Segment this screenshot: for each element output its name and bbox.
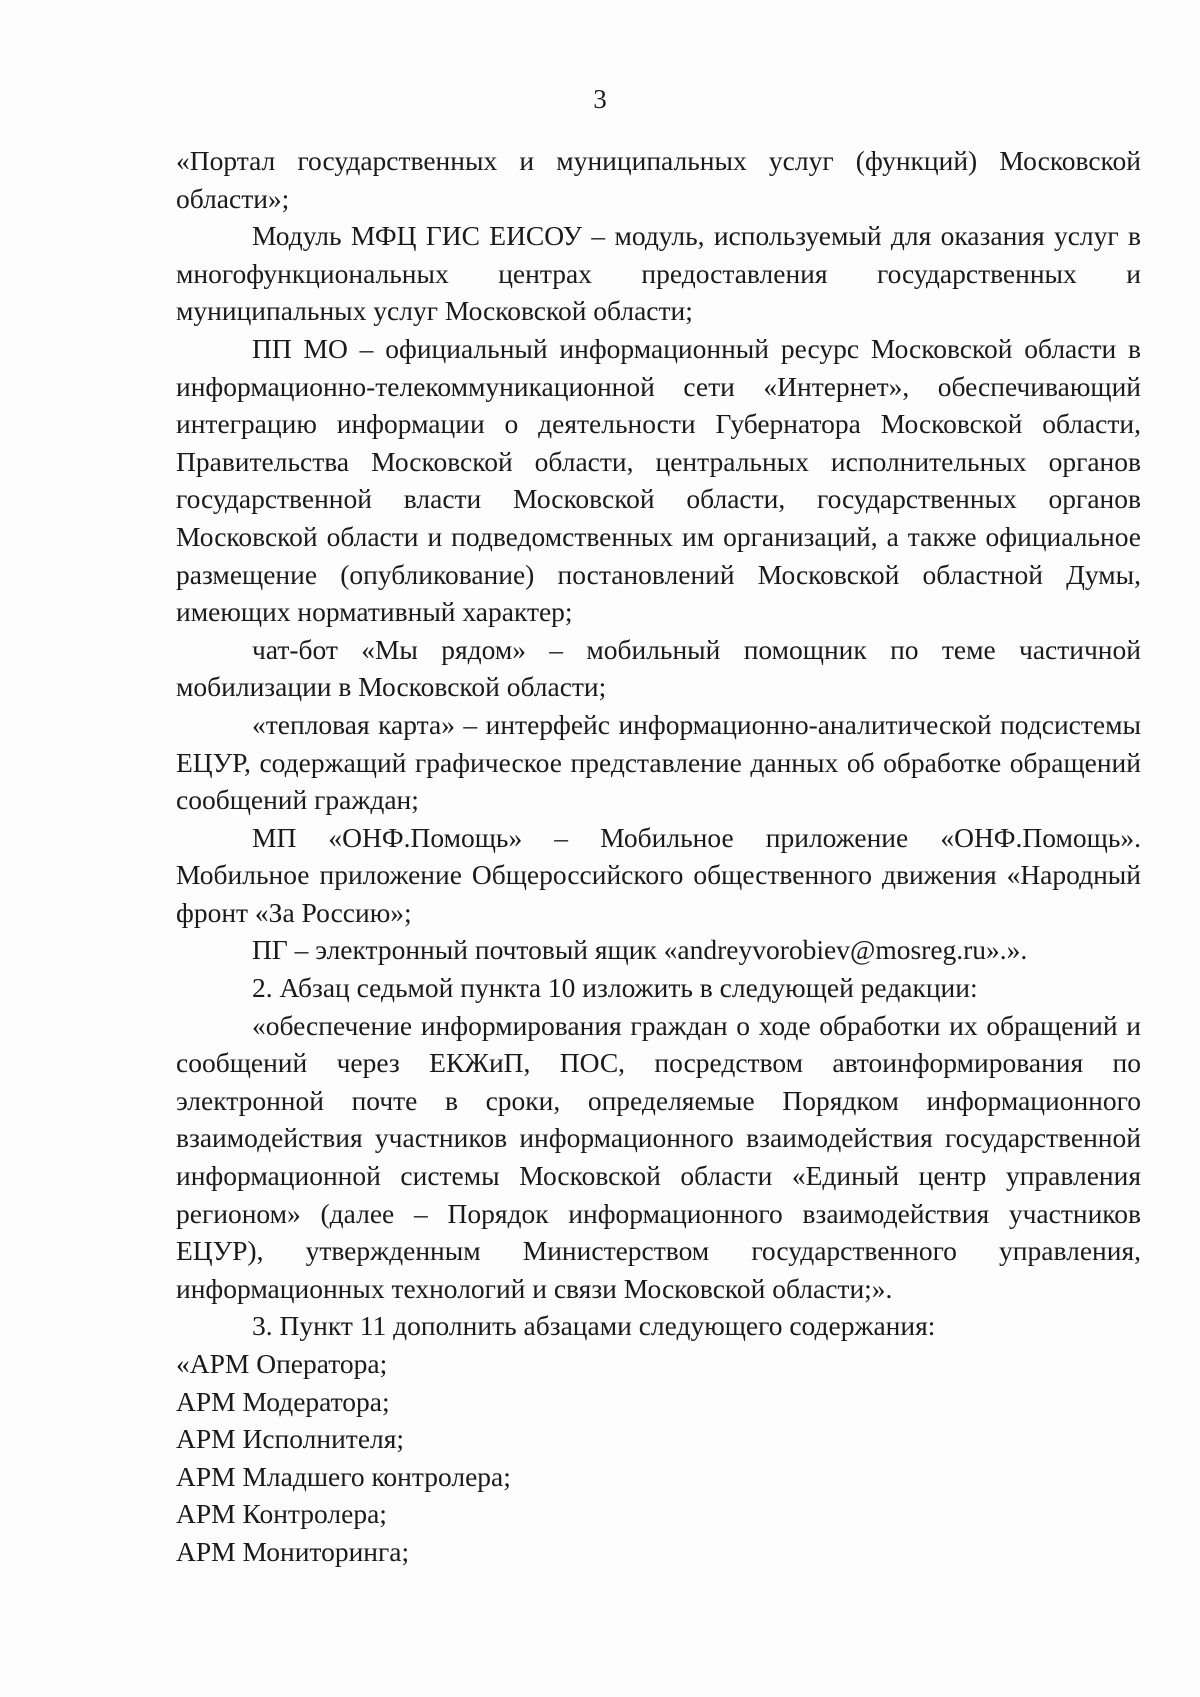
list-item: «АРМ Оператора; xyxy=(176,1348,388,1379)
paragraph-amendment-3: 3. Пункт 11 дополнить абзацами следующего содержания: xyxy=(252,1310,936,1342)
page-number: 3 xyxy=(593,84,607,114)
paragraph-informing: «обеспечение информирования граждан о ходе обработки их обращений и сообщений через ЕКЖиП, ПОС, посредством автоинформирования по электронной почте в сроки, определяемые Порядком информационного взаимодействия участников информационного взаимодействия государственной информационной системы Московской области «Единый центр управления регионом» (далее – Порядок информационного взаимодействия участников ЕЦУР), утвержденным Министерством государственного управления, информационных технологий и связи Московской области;». xyxy=(176,1009,1141,1304)
list-item: АРМ Исполнителя; xyxy=(176,1423,405,1455)
paragraph-amendment-2: 2. Абзац седьмой пункта 10 изложить в следующей редакции: xyxy=(252,972,978,1004)
paragraph-heat-map: «тепловая карта» – интерфейс информационно-аналитической подсистемы ЕЦУР, содержащий графическое представление данных об обработке обращений сообщений граждан; xyxy=(176,708,1141,816)
paragraph-portal-definition: «Портал государственных и муниципальных услуг (функций) Московской области»; xyxy=(176,145,1141,214)
document-body xyxy=(176,142,1141,1571)
paragraph-onf-app: МП «ОНФ.Помощь» – Мобильное приложение «ОНФ.Помощь». Мобильное приложение Общероссийского общественного движения «Народный фронт «За Россию»; xyxy=(176,821,1141,928)
list-item: АРМ Модератора; xyxy=(176,1385,390,1417)
list-item: АРМ Младшего контролера; xyxy=(176,1460,511,1492)
paragraph-pp-mo: ПП МО – официальный информационный ресурс Московской области в информационно-телекоммуникационной сети «Интернет», обеспечивающий интеграцию информации о деятельности Губернатора Московской области, Правительства Московской области, центральных исполнительных органов государственной власти Московской области, государственных органов Московской области и подведомственных им организаций, а также официальное размещение (опубликование) постановлений Московской областной Думы, имеющих нормативный характер; xyxy=(176,332,1141,628)
paragraph-pg-mailbox: ПГ – электронный почтовый ящик «andreyvorobiev@mosreg.ru».». xyxy=(252,934,1028,966)
paragraph-chat-bot: чат-бот «Мы рядом» – мобильный помощник по теме частичной мобилизации в Московской области; xyxy=(176,633,1141,703)
list-item: АРМ Мониторинга; xyxy=(176,1535,410,1567)
paragraph-mfc-module: Модуль МФЦ ГИС ЕИСОУ – модуль, используемый для оказания услуг в многофункциональных центрах предоставления государственных и муниципальных услуг Московской области; xyxy=(176,220,1141,327)
list-item: АРМ Контролера; xyxy=(176,1498,387,1530)
